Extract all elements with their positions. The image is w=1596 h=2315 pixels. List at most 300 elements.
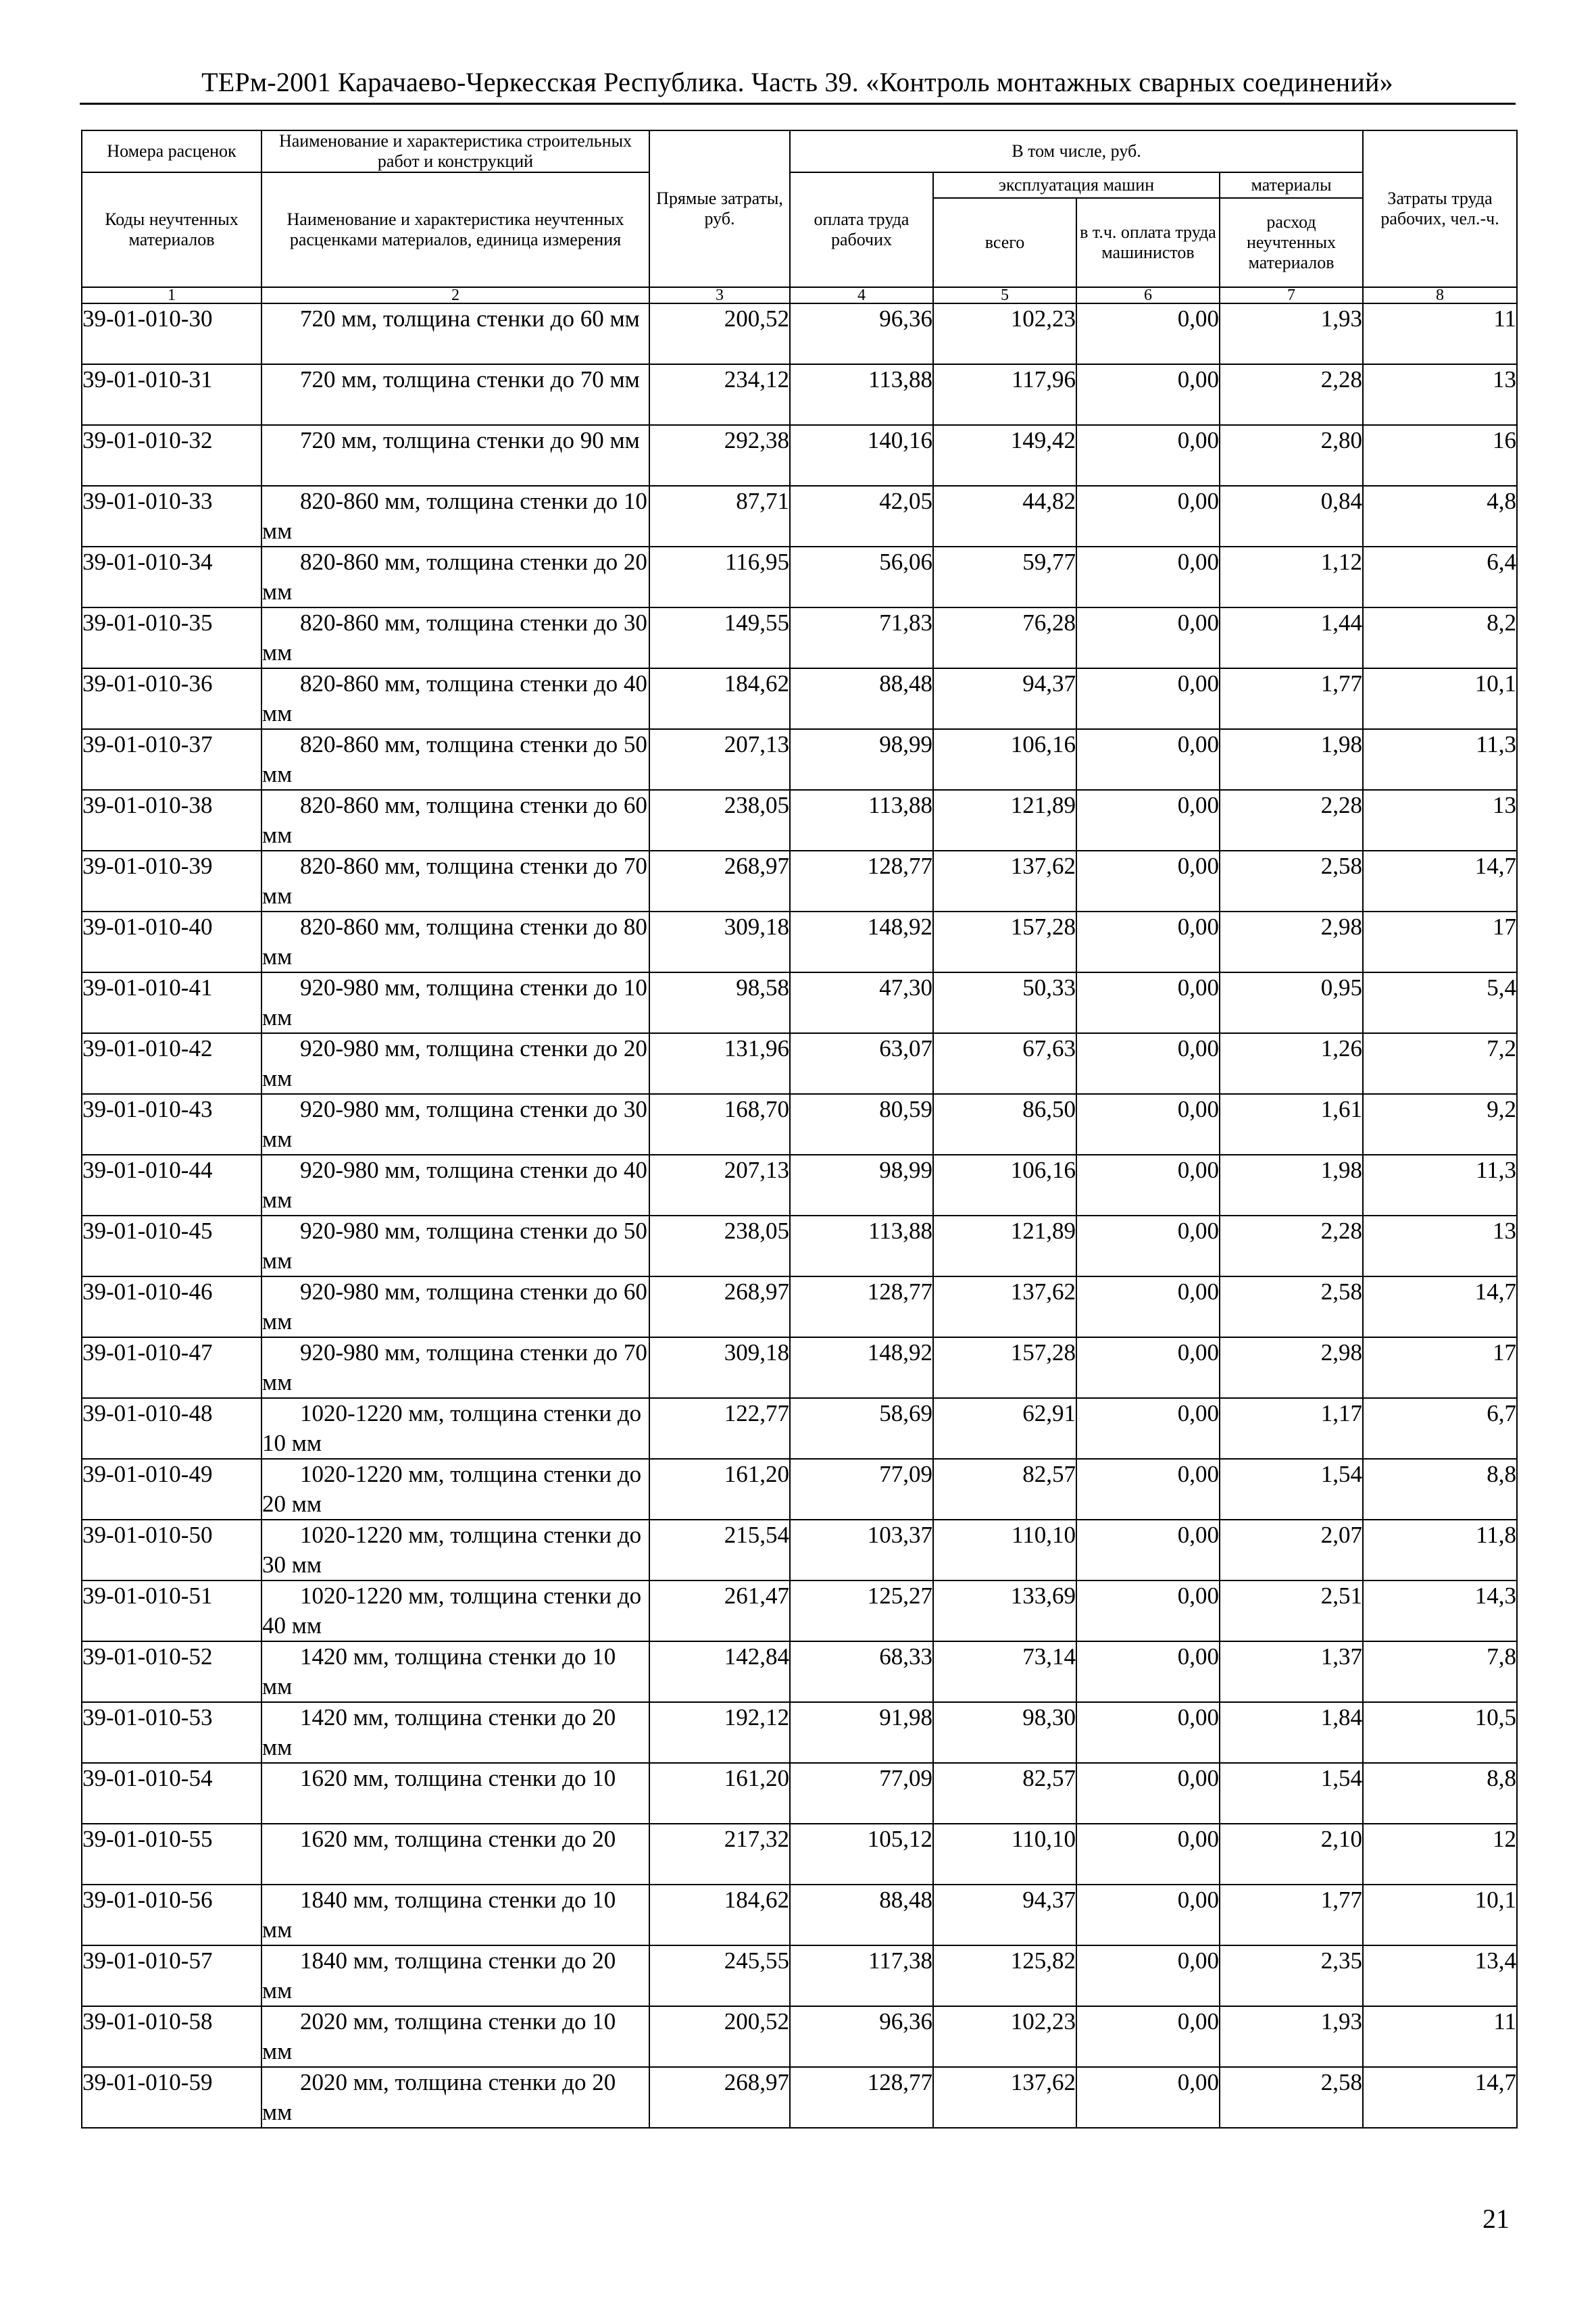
work-description xyxy=(261,729,649,790)
title-divider xyxy=(80,103,1516,105)
machinist-pay: 0,00 xyxy=(1076,1580,1220,1641)
worker-pay: 88,48 xyxy=(790,668,933,729)
machinist-pay: 0,00 xyxy=(1076,668,1220,729)
machines-total: 121,89 xyxy=(933,790,1076,851)
table-row xyxy=(82,2067,1517,2128)
header-including-group: В том числе, руб. xyxy=(790,130,1363,172)
materials-consumption: 1,54 xyxy=(1220,1763,1363,1824)
materials-consumption: 1,26 xyxy=(1220,1033,1363,1094)
machines-total: 94,37 xyxy=(933,668,1076,729)
machines-total: 76,28 xyxy=(933,607,1076,668)
table-row xyxy=(82,1216,1517,1276)
labor-hours: 11,8 xyxy=(1363,1520,1517,1580)
header-materials-group: материалы xyxy=(1220,172,1363,198)
labor-hours: 17 xyxy=(1363,1337,1517,1398)
work-description xyxy=(261,1033,649,1094)
machinist-pay: 0,00 xyxy=(1076,1702,1220,1763)
labor-hours: 6,4 xyxy=(1363,547,1517,607)
materials-consumption: 2,07 xyxy=(1220,1520,1363,1580)
work-description xyxy=(261,1702,649,1763)
header-rate-numbers: Номера расценок xyxy=(82,130,261,172)
worker-pay: 113,88 xyxy=(790,364,933,425)
machinist-pay: 0,00 xyxy=(1076,1094,1220,1155)
direct-costs: 200,52 xyxy=(649,2006,790,2067)
work-description-text: 920-980 мм, толщина стенки до 10 мм xyxy=(262,974,647,1030)
worker-pay: 47,30 xyxy=(790,972,933,1033)
machines-total: 86,50 xyxy=(933,1094,1076,1155)
rate-code: 39-01-010-51 xyxy=(82,1580,261,1641)
worker-pay: 56,06 xyxy=(790,547,933,607)
labor-hours: 8,8 xyxy=(1363,1763,1517,1824)
work-description-text: 1020-1220 мм, толщина стенки до 10 мм xyxy=(262,1399,642,1456)
table-row xyxy=(82,303,1517,364)
table-row xyxy=(82,851,1517,912)
labor-hours: 13 xyxy=(1363,790,1517,851)
materials-consumption: 1,54 xyxy=(1220,1459,1363,1520)
work-description-text: 2020 мм, толщина стенки до 10 мм xyxy=(262,2008,616,2064)
materials-consumption: 2,10 xyxy=(1220,1824,1363,1885)
machinist-pay: 0,00 xyxy=(1076,1337,1220,1398)
rate-code: 39-01-010-32 xyxy=(82,425,261,486)
page-number: 21 xyxy=(1482,2204,1510,2234)
header-material-name: Наименование и характеристика неучтенных расценками материалов, единица измерения xyxy=(261,172,649,287)
direct-costs: 161,20 xyxy=(649,1459,790,1520)
column-number: 3 xyxy=(649,287,790,303)
rate-code: 39-01-010-45 xyxy=(82,1216,261,1276)
work-description-text: 1020-1220 мм, толщина стенки до 40 мм xyxy=(262,1582,642,1639)
work-description xyxy=(261,972,649,1033)
machinist-pay: 0,00 xyxy=(1076,972,1220,1033)
rate-code: 39-01-010-57 xyxy=(82,1945,261,2006)
direct-costs: 245,55 xyxy=(649,1945,790,2006)
work-description xyxy=(261,2006,649,2067)
table-row xyxy=(82,1459,1517,1520)
work-description xyxy=(261,2067,649,2128)
work-description xyxy=(261,303,649,364)
direct-costs: 261,47 xyxy=(649,1580,790,1641)
work-description xyxy=(261,790,649,851)
direct-costs: 87,71 xyxy=(649,486,790,547)
work-description-text: 820-860 мм, толщина стенки до 50 мм xyxy=(262,730,647,787)
machines-total: 157,28 xyxy=(933,912,1076,972)
table-row xyxy=(82,1033,1517,1094)
work-description xyxy=(261,1945,649,2006)
materials-consumption: 2,58 xyxy=(1220,2067,1363,2128)
labor-hours: 17 xyxy=(1363,912,1517,972)
worker-pay: 58,69 xyxy=(790,1398,933,1459)
work-description xyxy=(261,1763,649,1824)
rate-code: 39-01-010-47 xyxy=(82,1337,261,1398)
machines-total: 106,16 xyxy=(933,1155,1076,1216)
work-description-text: 1620 мм, толщина стенки до 10 xyxy=(300,1764,616,1791)
table-row xyxy=(82,607,1517,668)
work-description xyxy=(261,547,649,607)
labor-hours: 10,5 xyxy=(1363,1702,1517,1763)
page-title: ТЕРм-2001 Карачаево-Черкесская Республика. Часть 39. «Контроль монтажных сварных соединений» xyxy=(201,67,1393,97)
column-number: 7 xyxy=(1220,287,1363,303)
machines-total: 67,63 xyxy=(933,1033,1076,1094)
machinist-pay: 0,00 xyxy=(1076,1885,1220,1945)
work-description-text: 720 мм, толщина стенки до 70 мм xyxy=(300,366,640,393)
header-machines-total: всего xyxy=(933,198,1076,287)
direct-costs: 200,52 xyxy=(649,303,790,364)
direct-costs: 122,77 xyxy=(649,1398,790,1459)
materials-consumption: 2,28 xyxy=(1220,1216,1363,1276)
worker-pay: 128,77 xyxy=(790,1276,933,1337)
labor-hours: 13 xyxy=(1363,364,1517,425)
work-description-text: 920-980 мм, толщина стенки до 20 мм xyxy=(262,1035,647,1091)
worker-pay: 98,99 xyxy=(790,1155,933,1216)
price-table xyxy=(81,130,1518,2129)
worker-pay: 77,09 xyxy=(790,1763,933,1824)
table-row xyxy=(82,486,1517,547)
header-worker-pay: оплата труда рабочих xyxy=(790,172,933,287)
materials-consumption: 1,77 xyxy=(1220,668,1363,729)
machinist-pay: 0,00 xyxy=(1076,1763,1220,1824)
work-description-text: 2020 мм, толщина стенки до 20 мм xyxy=(262,2068,616,2125)
direct-costs: 116,95 xyxy=(649,547,790,607)
header-column-numbers xyxy=(82,287,1517,303)
work-description-text: 820-860 мм, толщина стенки до 80 мм xyxy=(262,913,647,970)
rate-code: 39-01-010-31 xyxy=(82,364,261,425)
machinist-pay: 0,00 xyxy=(1076,729,1220,790)
work-description xyxy=(261,912,649,972)
machines-total: 82,57 xyxy=(933,1459,1076,1520)
work-description-text: 820-860 мм, толщина стенки до 60 мм xyxy=(262,791,647,848)
materials-consumption: 1,98 xyxy=(1220,729,1363,790)
machinist-pay: 0,00 xyxy=(1076,790,1220,851)
worker-pay: 63,07 xyxy=(790,1033,933,1094)
labor-hours: 12 xyxy=(1363,1824,1517,1885)
materials-consumption: 2,80 xyxy=(1220,425,1363,486)
materials-consumption: 0,84 xyxy=(1220,486,1363,547)
direct-costs: 238,05 xyxy=(649,790,790,851)
direct-costs: 192,12 xyxy=(649,1702,790,1763)
machines-total: 73,14 xyxy=(933,1641,1076,1702)
work-description-text: 1420 мм, толщина стенки до 10 мм xyxy=(262,1643,616,1699)
labor-hours: 4,8 xyxy=(1363,486,1517,547)
work-description-text: 820-860 мм, толщина стенки до 30 мм xyxy=(262,609,647,666)
machines-total: 102,23 xyxy=(933,303,1076,364)
table-row xyxy=(82,1580,1517,1641)
labor-hours: 14,3 xyxy=(1363,1580,1517,1641)
table-row xyxy=(82,1276,1517,1337)
table-row xyxy=(82,2006,1517,2067)
direct-costs: 268,97 xyxy=(649,1276,790,1337)
machinist-pay: 0,00 xyxy=(1076,1033,1220,1094)
machines-total: 110,10 xyxy=(933,1824,1076,1885)
work-description-text: 920-980 мм, толщина стенки до 30 мм xyxy=(262,1095,647,1152)
worker-pay: 117,38 xyxy=(790,1945,933,2006)
work-description-text: 1840 мм, толщина стенки до 10 мм xyxy=(262,1886,616,1943)
labor-hours: 11 xyxy=(1363,303,1517,364)
direct-costs: 149,55 xyxy=(649,607,790,668)
labor-hours: 11,3 xyxy=(1363,729,1517,790)
materials-consumption: 1,61 xyxy=(1220,1094,1363,1155)
labor-hours: 14,7 xyxy=(1363,851,1517,912)
table-row xyxy=(82,1641,1517,1702)
materials-consumption: 1,44 xyxy=(1220,607,1363,668)
worker-pay: 105,12 xyxy=(790,1824,933,1885)
direct-costs: 309,18 xyxy=(649,912,790,972)
work-description xyxy=(261,364,649,425)
machinist-pay: 0,00 xyxy=(1076,851,1220,912)
table-row xyxy=(82,1094,1517,1155)
machines-total: 82,57 xyxy=(933,1763,1076,1824)
machines-total: 117,96 xyxy=(933,364,1076,425)
worker-pay: 125,27 xyxy=(790,1580,933,1641)
machines-total: 102,23 xyxy=(933,2006,1076,2067)
header-work-name: Наименование и характеристика строительных работ и конструкций xyxy=(261,130,649,172)
header-machines-group: эксплуатация машин xyxy=(933,172,1220,198)
work-description-text: 720 мм, толщина стенки до 60 мм xyxy=(300,305,640,332)
table-row xyxy=(82,790,1517,851)
machinist-pay: 0,00 xyxy=(1076,1398,1220,1459)
machinist-pay: 0,00 xyxy=(1076,1945,1220,2006)
work-description-text: 1840 мм, толщина стенки до 20 мм xyxy=(262,1947,616,2003)
worker-pay: 98,99 xyxy=(790,729,933,790)
direct-costs: 207,13 xyxy=(649,729,790,790)
worker-pay: 88,48 xyxy=(790,1885,933,1945)
labor-hours: 13,4 xyxy=(1363,1945,1517,2006)
direct-costs: 207,13 xyxy=(649,1155,790,1216)
header-labor-hours: Затраты труда рабочих, чел.-ч. xyxy=(1363,130,1517,287)
materials-consumption: 0,95 xyxy=(1220,972,1363,1033)
column-number: 6 xyxy=(1076,287,1220,303)
table-row xyxy=(82,1337,1517,1398)
work-description xyxy=(261,607,649,668)
work-description-text: 920-980 мм, толщина стенки до 50 мм xyxy=(262,1217,647,1274)
machinist-pay: 0,00 xyxy=(1076,2006,1220,2067)
table-row xyxy=(82,1398,1517,1459)
worker-pay: 80,59 xyxy=(790,1094,933,1155)
machines-total: 50,33 xyxy=(933,972,1076,1033)
work-description xyxy=(261,1641,649,1702)
machines-total: 125,82 xyxy=(933,1945,1076,2006)
worker-pay: 128,77 xyxy=(790,851,933,912)
table-row xyxy=(82,668,1517,729)
labor-hours: 14,7 xyxy=(1363,2067,1517,2128)
machines-total: 137,62 xyxy=(933,851,1076,912)
labor-hours: 13 xyxy=(1363,1216,1517,1276)
machinist-pay: 0,00 xyxy=(1076,2067,1220,2128)
work-description xyxy=(261,1216,649,1276)
work-description-text: 820-860 мм, толщина стенки до 40 мм xyxy=(262,670,647,726)
table-row xyxy=(82,1885,1517,1945)
table-body xyxy=(82,303,1517,2128)
direct-costs: 168,70 xyxy=(649,1094,790,1155)
machinist-pay: 0,00 xyxy=(1076,1641,1220,1702)
labor-hours: 10,1 xyxy=(1363,668,1517,729)
materials-consumption: 2,58 xyxy=(1220,1276,1363,1337)
worker-pay: 128,77 xyxy=(790,2067,933,2128)
rate-code: 39-01-010-35 xyxy=(82,607,261,668)
table-row xyxy=(82,1763,1517,1824)
work-description xyxy=(261,1094,649,1155)
worker-pay: 42,05 xyxy=(790,486,933,547)
work-description-text: 720 мм, толщина стенки до 90 мм xyxy=(300,426,640,453)
direct-costs: 292,38 xyxy=(649,425,790,486)
work-description xyxy=(261,851,649,912)
header-materials-consumption: расход неучтенных материалов xyxy=(1220,198,1363,287)
work-description-text: 820-860 мм, толщина стенки до 20 мм xyxy=(262,548,647,605)
table-header xyxy=(82,130,1517,303)
labor-hours: 10,1 xyxy=(1363,1885,1517,1945)
rate-code: 39-01-010-52 xyxy=(82,1641,261,1702)
header-material-codes: Коды неучтенных материалов xyxy=(82,172,261,287)
machines-total: 137,62 xyxy=(933,2067,1076,2128)
rate-code: 39-01-010-50 xyxy=(82,1520,261,1580)
work-description xyxy=(261,1276,649,1337)
worker-pay: 103,37 xyxy=(790,1520,933,1580)
work-description xyxy=(261,1459,649,1520)
machines-total: 121,89 xyxy=(933,1216,1076,1276)
work-description xyxy=(261,425,649,486)
table-row xyxy=(82,1520,1517,1580)
rate-code: 39-01-010-38 xyxy=(82,790,261,851)
labor-hours: 11,3 xyxy=(1363,1155,1517,1216)
machines-total: 110,10 xyxy=(933,1520,1076,1580)
machines-total: 44,82 xyxy=(933,486,1076,547)
table-row xyxy=(82,547,1517,607)
machinist-pay: 0,00 xyxy=(1076,1459,1220,1520)
labor-hours: 8,2 xyxy=(1363,607,1517,668)
machinist-pay: 0,00 xyxy=(1076,547,1220,607)
rate-code: 39-01-010-58 xyxy=(82,2006,261,2067)
table-row xyxy=(82,425,1517,486)
worker-pay: 140,16 xyxy=(790,425,933,486)
direct-costs: 98,58 xyxy=(649,972,790,1033)
column-number: 2 xyxy=(261,287,649,303)
rate-code: 39-01-010-41 xyxy=(82,972,261,1033)
worker-pay: 96,36 xyxy=(790,2006,933,2067)
rate-code: 39-01-010-44 xyxy=(82,1155,261,1216)
machinist-pay: 0,00 xyxy=(1076,1155,1220,1216)
materials-consumption: 1,93 xyxy=(1220,303,1363,364)
rate-code: 39-01-010-49 xyxy=(82,1459,261,1520)
work-description-text: 1420 мм, толщина стенки до 20 мм xyxy=(262,1703,616,1760)
work-description xyxy=(261,1155,649,1216)
machines-total: 133,69 xyxy=(933,1580,1076,1641)
labor-hours: 5,4 xyxy=(1363,972,1517,1033)
table-row xyxy=(82,972,1517,1033)
machines-total: 94,37 xyxy=(933,1885,1076,1945)
materials-consumption: 2,98 xyxy=(1220,912,1363,972)
column-number: 4 xyxy=(790,287,933,303)
worker-pay: 113,88 xyxy=(790,790,933,851)
column-number: 8 xyxy=(1363,287,1517,303)
machinist-pay: 0,00 xyxy=(1076,364,1220,425)
rate-code: 39-01-010-59 xyxy=(82,2067,261,2128)
header-machinist-pay: в т.ч. оплата труда машинистов xyxy=(1076,198,1220,287)
table-row xyxy=(82,364,1517,425)
materials-consumption: 2,51 xyxy=(1220,1580,1363,1641)
labor-hours: 8,8 xyxy=(1363,1459,1517,1520)
table-row xyxy=(82,1945,1517,2006)
machinist-pay: 0,00 xyxy=(1076,1216,1220,1276)
machines-total: 137,62 xyxy=(933,1276,1076,1337)
table-row xyxy=(82,912,1517,972)
materials-consumption: 1,77 xyxy=(1220,1885,1363,1945)
work-description-text: 1620 мм, толщина стенки до 20 xyxy=(300,1825,616,1852)
header-direct-costs: Прямые затраты, руб. xyxy=(649,130,790,287)
labor-hours: 7,8 xyxy=(1363,1641,1517,1702)
machinist-pay: 0,00 xyxy=(1076,1520,1220,1580)
rate-code: 39-01-010-40 xyxy=(82,912,261,972)
work-description xyxy=(261,486,649,547)
machines-total: 149,42 xyxy=(933,425,1076,486)
table-row xyxy=(82,1824,1517,1885)
machinist-pay: 0,00 xyxy=(1076,912,1220,972)
direct-costs: 238,05 xyxy=(649,1216,790,1276)
direct-costs: 268,97 xyxy=(649,2067,790,2128)
machinist-pay: 0,00 xyxy=(1076,1276,1220,1337)
rate-code: 39-01-010-36 xyxy=(82,668,261,729)
machines-total: 157,28 xyxy=(933,1337,1076,1398)
column-number: 5 xyxy=(933,287,1076,303)
rate-code: 39-01-010-56 xyxy=(82,1885,261,1945)
rate-code: 39-01-010-46 xyxy=(82,1276,261,1337)
materials-consumption: 1,17 xyxy=(1220,1398,1363,1459)
work-description-text: 920-980 мм, толщина стенки до 60 мм xyxy=(262,1278,647,1335)
machinist-pay: 0,00 xyxy=(1076,607,1220,668)
worker-pay: 91,98 xyxy=(790,1702,933,1763)
column-number: 1 xyxy=(82,287,261,303)
work-description xyxy=(261,1520,649,1580)
work-description xyxy=(261,1337,649,1398)
labor-hours: 6,7 xyxy=(1363,1398,1517,1459)
rate-code: 39-01-010-30 xyxy=(82,303,261,364)
direct-costs: 184,62 xyxy=(649,668,790,729)
labor-hours: 7,2 xyxy=(1363,1033,1517,1094)
materials-consumption: 2,35 xyxy=(1220,1945,1363,2006)
labor-hours: 9,2 xyxy=(1363,1094,1517,1155)
labor-hours: 11 xyxy=(1363,2006,1517,2067)
work-description xyxy=(261,1580,649,1641)
rate-code: 39-01-010-43 xyxy=(82,1094,261,1155)
work-description-text: 920-980 мм, толщина стенки до 40 мм xyxy=(262,1156,647,1213)
work-description xyxy=(261,1824,649,1885)
labor-hours: 16 xyxy=(1363,425,1517,486)
materials-consumption: 2,28 xyxy=(1220,790,1363,851)
machinist-pay: 0,00 xyxy=(1076,303,1220,364)
rate-code: 39-01-010-53 xyxy=(82,1702,261,1763)
worker-pay: 96,36 xyxy=(790,303,933,364)
direct-costs: 131,96 xyxy=(649,1033,790,1094)
worker-pay: 113,88 xyxy=(790,1216,933,1276)
materials-consumption: 2,98 xyxy=(1220,1337,1363,1398)
work-description-text: 820-860 мм, толщина стенки до 10 мм xyxy=(262,487,647,544)
rate-code: 39-01-010-55 xyxy=(82,1824,261,1885)
direct-costs: 161,20 xyxy=(649,1763,790,1824)
labor-hours: 14,7 xyxy=(1363,1276,1517,1337)
work-description xyxy=(261,1885,649,1945)
work-description-text: 920-980 мм, толщина стенки до 70 мм xyxy=(262,1339,647,1395)
direct-costs: 268,97 xyxy=(649,851,790,912)
materials-consumption: 1,93 xyxy=(1220,2006,1363,2067)
worker-pay: 77,09 xyxy=(790,1459,933,1520)
direct-costs: 234,12 xyxy=(649,364,790,425)
worker-pay: 148,92 xyxy=(790,912,933,972)
rate-code: 39-01-010-39 xyxy=(82,851,261,912)
materials-consumption: 1,98 xyxy=(1220,1155,1363,1216)
worker-pay: 71,83 xyxy=(790,607,933,668)
direct-costs: 309,18 xyxy=(649,1337,790,1398)
materials-consumption: 2,58 xyxy=(1220,851,1363,912)
machinist-pay: 0,00 xyxy=(1076,1824,1220,1885)
materials-consumption: 1,37 xyxy=(1220,1641,1363,1702)
machines-total: 62,91 xyxy=(933,1398,1076,1459)
